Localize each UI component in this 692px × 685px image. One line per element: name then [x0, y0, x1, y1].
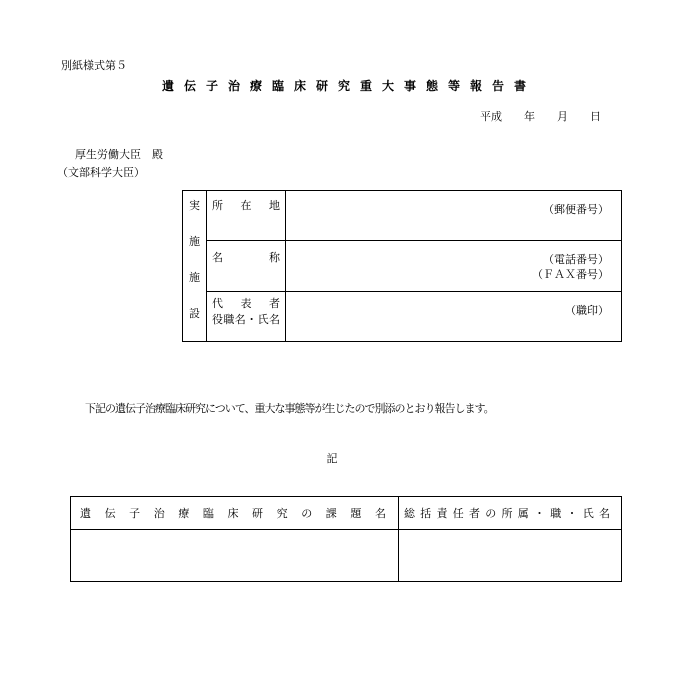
- research-title-value-cell: [71, 530, 399, 581]
- representative-label-cell: [207, 292, 286, 341]
- research-title-header: 遺 伝 子 治 療 臨 床 研 究 の 課 題 名: [71, 497, 399, 530]
- facility-table: [182, 190, 622, 342]
- section-marker-ki: 記: [326, 452, 338, 465]
- addressee-education-minister: （文部科学大臣）: [57, 166, 145, 179]
- fax-number-note: （ＦＡＸ番号）: [532, 268, 609, 281]
- addressee-health-minister: 厚生労働大臣 殿: [75, 148, 163, 161]
- principal-investigator-value-cell: [399, 530, 621, 581]
- phone-number-note: （電話番号）: [543, 253, 609, 266]
- principal-investigator-header: 総 括 責 任 者 の 所 属 ・ 職 ・ 氏 名: [399, 497, 621, 530]
- date-line: 平成 年 月 日: [480, 110, 601, 123]
- report-body-sentence: 下記の遺伝子治療臨床研究について、重大な事態等が生じたので別添のとおり報告します。: [85, 402, 494, 415]
- representative-label-line1: 代 表 者: [212, 297, 280, 310]
- facility-address-value-cell: [286, 191, 621, 241]
- facility-group-label: 実 施 施 設: [183, 191, 207, 341]
- official-seal-note: （職印）: [565, 304, 609, 317]
- facility-name-label: 名 称: [212, 251, 280, 264]
- facility-name-value-cell: [286, 241, 621, 292]
- facility-name-label-cell: [207, 241, 286, 292]
- facility-address-label: 所 在 地: [212, 199, 280, 212]
- page-title: 遺伝子治療臨床研究重大事態等報告書: [162, 79, 537, 93]
- representative-value-cell: [286, 292, 621, 341]
- postal-code-note: （郵便番号）: [543, 203, 609, 216]
- facility-address-label-cell: [207, 191, 286, 241]
- form-number-label: 別紙様式第５: [61, 59, 127, 72]
- research-table: [70, 496, 622, 582]
- representative-label-line2: 役 職 名 ・ 氏 名: [212, 313, 280, 326]
